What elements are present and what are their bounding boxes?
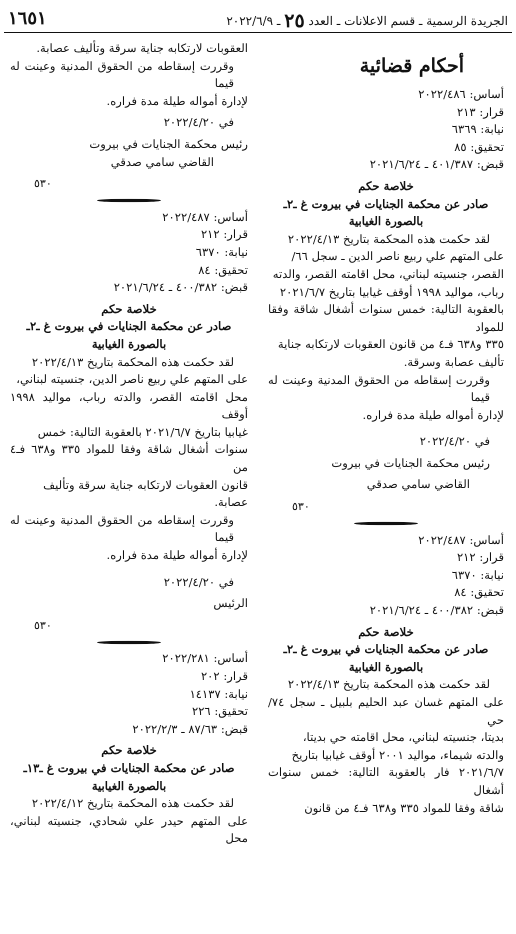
forfeit-line: وقررت إسقاطه من الحقوق المدنية وعينت له قيما — [10, 58, 234, 91]
case-prosecution: نيابة: ١٤١٣٧ — [189, 686, 248, 701]
forfeit-line: وقررت إسقاطه من الحقوق المدنية وعينت له قيما — [268, 372, 490, 405]
header-title — [226, 10, 508, 32]
judgment-body — [10, 354, 248, 512]
body-line: على المتهم علي ربيع ناصر الدين، جنسيته لبناني، — [16, 372, 248, 387]
section-title: أحكام قضائية — [359, 55, 464, 77]
reference-number: ٥٣٠ — [34, 618, 52, 632]
judgment-body — [268, 676, 504, 817]
forfeit-line: لإدارة أمواله طيلة مدة فراره. — [106, 93, 248, 108]
section-divider — [268, 518, 504, 530]
court-heading: صادر عن محكمة الجنايات في بيروت غ ـ٢ـ — [283, 642, 489, 657]
header-title-prefix: الجريدة الرسمية ـ قسم الاعلانات ـ العدد — [308, 14, 508, 28]
judgment-date: في ٢٠٢٢/٤/٢٠ — [419, 434, 490, 449]
section-divider — [10, 195, 248, 207]
body-line: على المتهم علي ربيع ناصر الدين ـ سجل ٦٦/ — [291, 249, 504, 264]
header-rule — [4, 32, 512, 33]
body-line: على المتهم غسان عبد الحليم بلبيل ـ سجل ٧٤/ حي — [268, 695, 504, 727]
absentia-heading: بالصورة الغيابية — [91, 336, 167, 351]
judgment-summary-heading: خلاصة حكم — [101, 743, 157, 758]
case-base: أساس: ٢٠٢٢/٤٨٦ — [418, 87, 504, 101]
section-divider — [10, 636, 248, 648]
case-arrest: قبض: ٨٧/٦٣ ـ ٢٠٢٢/٢/٣ — [132, 721, 248, 736]
court-heading: صادر عن محكمة الجنايات في بيروت غ ـ٢ـ — [26, 319, 232, 334]
reference-number: ٥٣٠ — [34, 177, 52, 191]
body-line: محل اقامته القصر، والدته رباب، مواليد ١٩٩٨ أوقف — [10, 389, 248, 422]
body-line: لقد حكمت هذه المحكمة بتاريخ ٢٠٢٢/٤/١٢ — [31, 796, 234, 811]
case-investigation: تحقيق: ٨٤ — [454, 585, 504, 600]
judgment-summary-heading: خلاصة حكم — [101, 301, 157, 316]
signer-name: القاضي سامي صدقي — [110, 154, 214, 169]
issue-number: ٢٥ — [284, 10, 305, 32]
signer-title: رئيس محكمة الجنايات في بيروت — [89, 136, 248, 151]
body-line: لقد حكمت هذه المحكمة بتاريخ ٢٠٢٢/٤/١٣ — [287, 231, 490, 246]
body-line: القصر، جنسيته لبناني، محل اقامته القصر، والدته — [272, 266, 504, 281]
body-line: العقوبات لارتكابه جناية سرقة وتأليف عصابة. — [36, 41, 248, 55]
case-arrest: قبض: ٤٠٠/٣٨٢ ـ ٢٠٢١/٦/٢٤ — [369, 603, 504, 618]
body-line: لقد حكمت هذه المحكمة بتاريخ ٢٠٢٢/٤/١٣ — [31, 354, 234, 369]
page-number: ١٦٥١ — [8, 8, 47, 29]
case-investigation: تحقيق: ٢٢٦ — [191, 704, 248, 719]
forfeit-line: لإدارة أمواله طيلة مدة فراره. — [362, 407, 504, 422]
case-prosecution: نيابة: ٦٣٧٠ — [451, 567, 504, 582]
body-line: رباب، مواليد ١٩٩٨ أوقف غيابيا بتاريخ ٢٠٢١/٦/٧ — [279, 284, 504, 299]
judgment-body — [268, 231, 504, 372]
header-date: ـ ٢٠٢٢/٦/٩ — [226, 14, 281, 28]
body-line: تأليف عصابة وسرقة. — [403, 354, 504, 369]
case-decision: قرار: ٢١٢ — [456, 550, 504, 565]
signer-title: الرئيس — [213, 596, 248, 611]
body-line: بديتا، جنسيته لبناني، محل اقامته حي بديتا، — [302, 730, 504, 745]
signer-title: رئيس محكمة الجنايات في بيروت — [331, 455, 490, 470]
body-line: سنوات أشغال شاقة وفقا للمواد ٣٣٥ و٦٣٨ فـ٤ من — [10, 442, 248, 475]
absentia-heading: بالصورة الغيابية — [91, 778, 167, 793]
body-line: غيابيا بتاريخ ٢٠٢١/٦/٧ بالعقوبة التالية: خمس — [37, 424, 248, 439]
court-heading: صادر عن محكمة الجنايات في بيروت غ ـ١٣ـ — [23, 760, 235, 775]
judgment-summary-heading: خلاصة حكم — [358, 178, 414, 193]
page-header — [6, 8, 510, 30]
absentia-heading: بالصورة الغيابية — [348, 659, 424, 674]
judgment-date: في ٢٠٢٢/٤/٢٠ — [163, 115, 234, 130]
body-line: ٢٠٢١/٦/٧ فار بالعقوبة التالية: خمس سنوات أشغال — [268, 765, 504, 797]
judgment-date: في ٢٠٢٢/٤/٢٠ — [163, 574, 234, 589]
case-arrest: قبض: ٤٠١/٣٨٧ ـ ٢٠٢١/٦/٢٤ — [369, 157, 504, 172]
right-column — [268, 40, 504, 817]
signer-name: القاضي سامي صدقي — [366, 477, 470, 492]
absentia-heading: بالصورة الغيابية — [348, 214, 424, 229]
case-prosecution: نيابة: ٦٣٦٩ — [451, 122, 504, 137]
judgment-summary-heading: خلاصة حكم — [358, 624, 414, 639]
case-investigation: تحقيق: ٨٤ — [198, 262, 248, 277]
case-decision: قرار: ٢١٣ — [456, 104, 504, 119]
left-column — [10, 40, 248, 848]
case-decision: قرار: ٢٠٢ — [200, 669, 248, 683]
body-line: بالعقوبة التالية: خمس سنوات أشغال شاقة وفقا للمواد — [268, 302, 504, 334]
case-base: أساس: ٢٠٢٢/٤٨٧ — [162, 209, 248, 224]
forfeit-line: وقررت إسقاطه من الحقوق المدنية وعينت له قيما — [10, 512, 234, 545]
body-line: شاقة وفقا للمواد ٣٣٥ و٦٣٨ فـ٤ من قانون — [304, 800, 504, 815]
reference-number: ٥٣٠ — [292, 500, 310, 514]
case-prosecution: نيابة: ٦٣٧٠ — [195, 244, 248, 259]
body-line: لقد حكمت هذه المحكمة بتاريخ ٢٠٢٢/٤/١٣ — [287, 677, 490, 692]
body-line: قانون العقوبات لارتكابه جناية سرقة وتأليف عصابة. — [43, 477, 248, 510]
court-heading: صادر عن محكمة الجنايات في بيروت غ ـ٢ـ — [283, 196, 489, 211]
case-arrest: قبض: ٤٠٠/٣٨٢ ـ ٢٠٢١/٦/٢٤ — [113, 280, 248, 295]
body-line: على المتهم حيدر علي شحادي، جنسيته لبناني، محل — [10, 813, 248, 846]
case-investigation: تحقيق: ٨٥ — [454, 139, 504, 154]
body-line: والدته شيماء، مواليد ٢٠٠١ أوقف غيابيا بتاريخ — [291, 747, 504, 762]
case-base: أساس: ٢٠٢٢/٢٨١ — [162, 651, 248, 666]
judgment-body — [10, 795, 248, 848]
case-base: أساس: ٢٠٢٢/٤٨٧ — [418, 532, 504, 547]
case-decision: قرار: ٢١٢ — [200, 227, 248, 242]
forfeit-line: لإدارة أمواله طيلة مدة فراره. — [106, 548, 248, 563]
body-line: ٣٣٥ و٦٣٨ فـ٤ من قانون العقوبات لارتكابه جناية — [277, 337, 504, 352]
